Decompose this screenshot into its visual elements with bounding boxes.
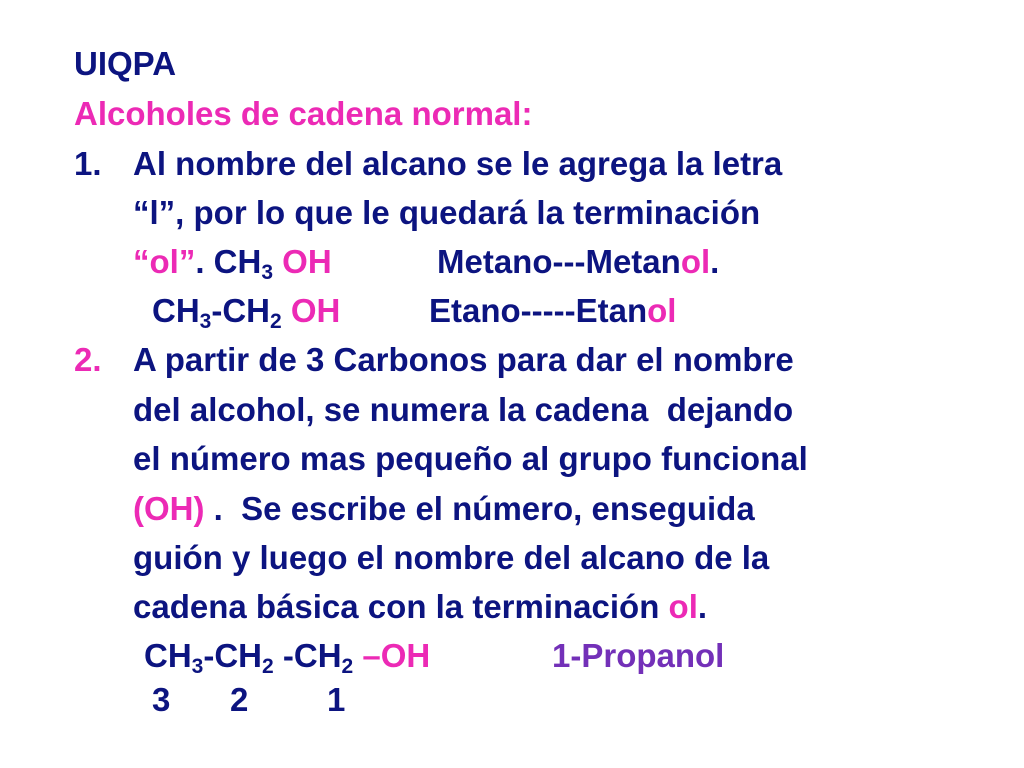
period: . (710, 243, 720, 280)
subscript: 2 (262, 655, 274, 678)
ol-ending: ol (680, 243, 711, 280)
line-6-text: cadena básica con la terminación (133, 588, 669, 625)
metano-metanol (437, 245, 719, 278)
ch3: CH (152, 292, 200, 329)
ethanol-formula (152, 292, 341, 333)
ol-ending: ol (647, 292, 677, 329)
propanol-name: 1-Propanol (552, 637, 725, 674)
carbon-number-1: 1 (327, 681, 346, 718)
item-2-line-1: A partir de 3 Carbonos para dar el nombre (133, 341, 794, 378)
ol-ending: “ol” (133, 243, 196, 280)
subscript: 2 (270, 310, 282, 333)
metano-text: Metano---Metan (437, 243, 681, 280)
item-2-line-6 (133, 590, 707, 623)
line-4-text: . Se escribe el número, enseguida (204, 490, 755, 527)
subscript: 3 (199, 310, 212, 333)
item-1-line-3 (133, 243, 332, 284)
ch2: -CH (273, 637, 342, 674)
subscript: 3 (191, 655, 204, 678)
heading: Alcoholes de cadena normal: (74, 95, 533, 132)
ch2: -CH (211, 292, 271, 329)
oh-group: (OH) (133, 490, 205, 527)
ch3: CH (144, 637, 192, 674)
etano-etanol (429, 294, 676, 327)
item-2-line-4 (133, 492, 755, 525)
carbon-number-2: 2 (230, 681, 249, 718)
item-2-number: 2. (74, 341, 102, 378)
ol-ending: ol (668, 588, 698, 625)
oh-group: OH (281, 292, 341, 329)
item-1-line-2: “l”, por lo que le quedará la terminación (133, 194, 761, 231)
title: UIQPA (74, 45, 177, 82)
subscript: 2 (341, 655, 354, 678)
subscript: 3 (261, 261, 274, 284)
oh-group: –OH (353, 637, 431, 674)
carbon-number-3: 3 (152, 681, 171, 718)
item-2-line-3: el número mas pequeño al grupo funcional (133, 440, 808, 477)
item-2-line-2: del alcohol, se numera la cadena dejando (133, 391, 794, 428)
ch2: -CH (203, 637, 263, 674)
methanol-formula: . CH (195, 243, 262, 280)
period: . (697, 588, 708, 625)
oh-group: OH (273, 243, 332, 280)
etano-text: Etano-----Etan (429, 292, 648, 329)
item-1-number: 1. (74, 145, 102, 182)
item-2-line-5: guión y luego el nombre del alcano de la (133, 539, 770, 576)
item-1-line-1: Al nombre del alcano se le agrega la letra (133, 145, 783, 182)
propanol-formula (144, 637, 431, 678)
